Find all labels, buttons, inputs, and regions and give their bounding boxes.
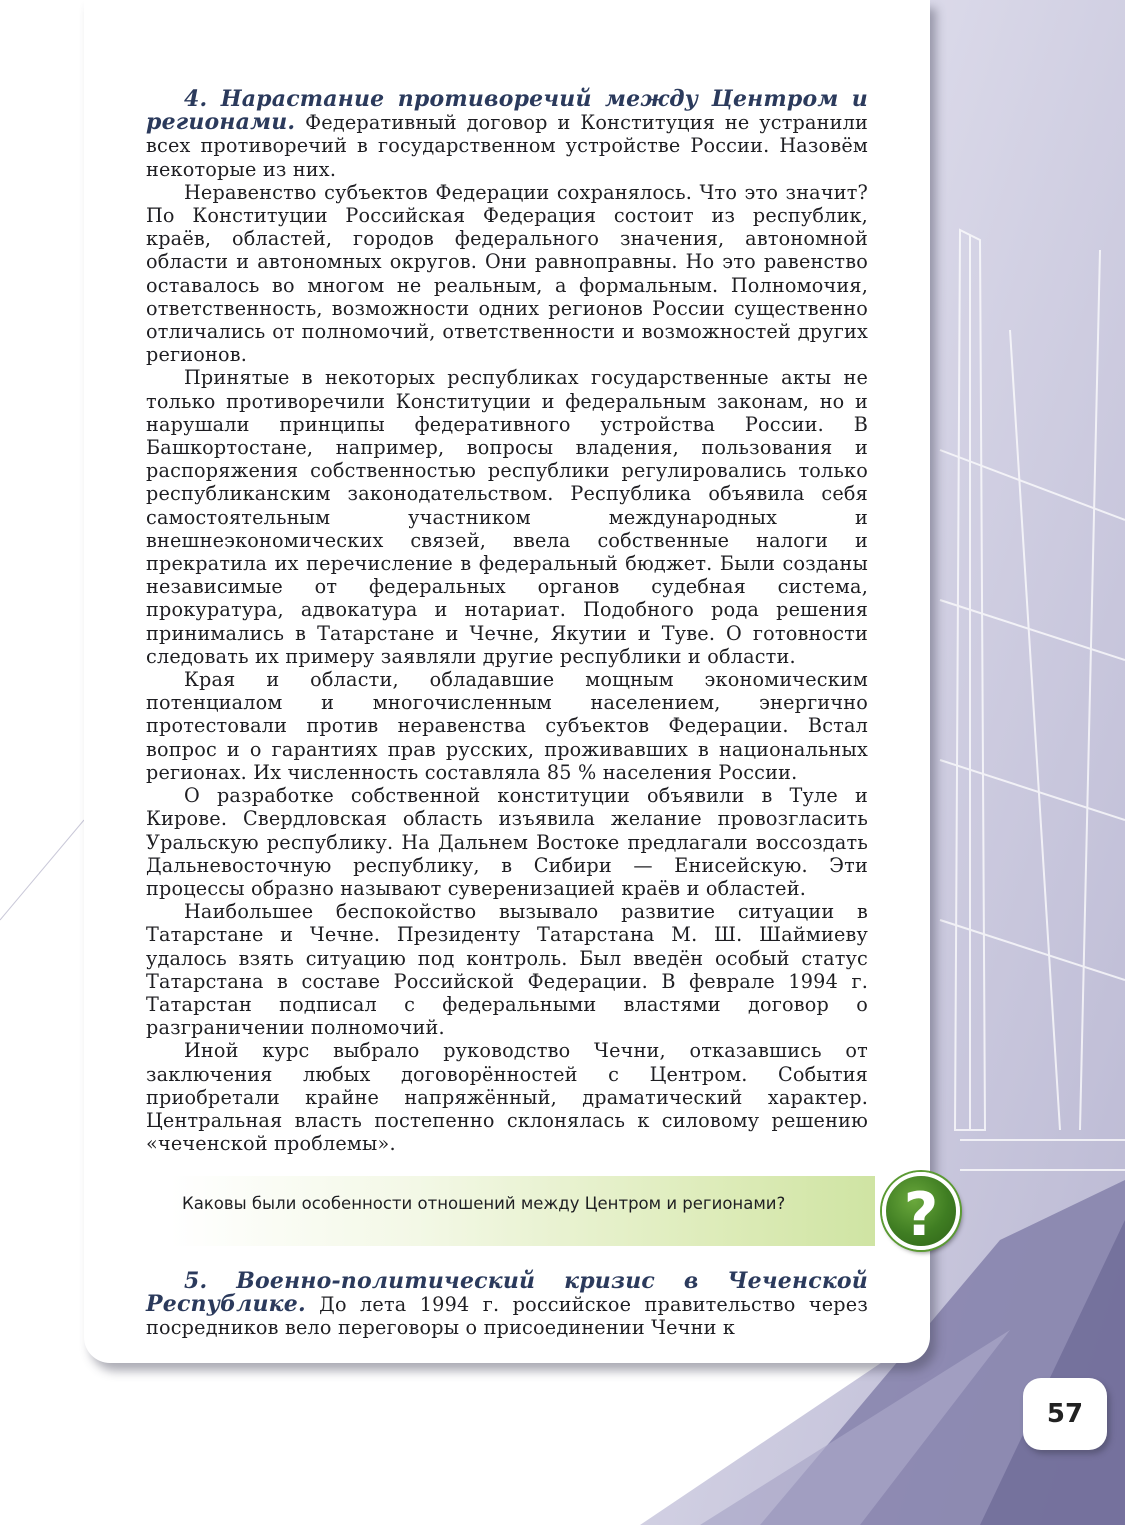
main-text (146, 88, 868, 1155)
question-box (170, 1176, 875, 1246)
paragraph: Наибольшее беспокойство вызывало развитие ситуации в Татарстане и Чечне. Президенту Татарстана М. Ш. Шаймиеву удалось взять ситуацию под контроль. Был введён особый статус Татарстана в составе Российской Федерации. В феврале 1994 г. Татарстан подписал с федеральными властями договор о разграничении полномочий. (146, 900, 868, 1040)
page-number: 57 (1023, 1378, 1107, 1450)
paragraph: Иной курс выбрало руководство Чечни, отказавшись от заключения любых договорённостей с Центром. События приобретали крайне напряжённый, драматический характер. Центральная власть постепенно склонялась к силовому решению «чеченской проблемы». (146, 1039, 868, 1156)
question-text: Каковы были особенности отношений между Центром и регионами? (182, 1194, 786, 1213)
paragraph: О разработке собственной конституции объявили в Туле и Кирове. Свердловская область изъявила желание провозгласить Уральскую республику. На Дальнем Востоке предлагали воссоздать Дальневосточную республику, в Сибири — Енисейскую. Эти процессы образно называют суверенизацией краёв и областей. (146, 784, 868, 900)
section-5-lead: До лета 1994 г. российское правительство через посредников вело переговоры о присоединении Чечни к (146, 1293, 868, 1340)
question-icon: ? (882, 1172, 960, 1250)
section-4-heading: 4. Нарастание противоречий между Центром и регионами. (146, 86, 868, 136)
section-5-text (146, 1270, 868, 1340)
paragraph: Принятые в некоторых республиках государственные акты не только противоречили Конституции и федеральным законам, но и нарушали принципы федеративного устройства России. В Башкортостане, например, вопросы владения, пользования и распоряжения собственностью республики регулировались только республиканским законодательством. Республика объявила себя самостоятельным участником международных и внешнеэкономических связей, ввела собственные налоги и прекратила их перечисление в федеральный бюджет. Были созданы независимые от федеральных органов судебная система, прокуратура, адвокатура и нотариат. Подобного рода решения принимались в Татарстане и Чечне, Якутии и Туве. О готовности следовать их примеру заявляли другие республики и области. (146, 366, 868, 668)
section-5-heading: 5. Военно-политический кризис в Чеченской Республике. (146, 1268, 868, 1318)
paragraph: Края и области, обладавшие мощным экономическим потенциалом и многочисленным населением, энергично протестовали против неравенства субъектов Федерации. Встал вопрос и о гарантиях прав русских, проживавших в национальных регионах. Их численность составляла 85 % населения России. (146, 668, 868, 784)
section-5-intro (146, 1270, 868, 1340)
section-4-intro (146, 88, 868, 181)
section-4-lead: Федеративный договор и Конституция не устранили всех противоречий в государственном устройстве России. Назовём некоторые из них. (146, 111, 868, 181)
paragraph: Неравенство субъектов Федерации сохранялось. Что это значит? По Конституции Российская Федерация состоит из республик, краёв, областей, городов федерального значения, автономной области и автономных округов. Они равноправны. Но это равенство оставалось во многом не реальным, а формальным. Полномочия, ответственность, возможности одних регионов России существенно отличались от полномочий, ответственности и возможностей других регионов. (146, 180, 868, 367)
